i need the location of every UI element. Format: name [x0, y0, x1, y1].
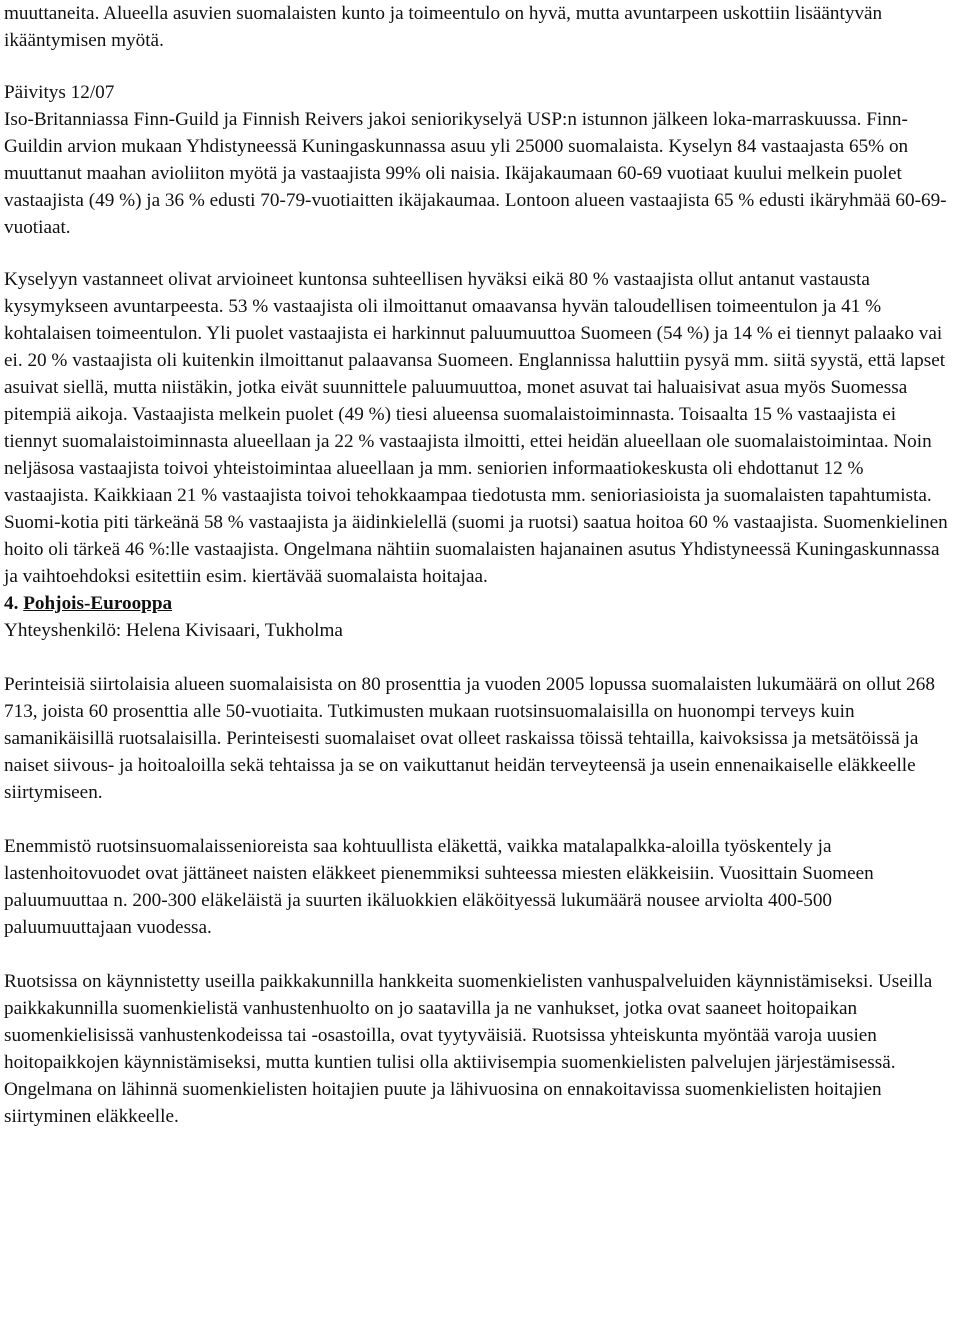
section-paragraph-2: Enemmistö ruotsinsuomalaissenioreista saa kohtuullista eläkettä, vaikka matalapalkka-aloilla työskentely ja lastenhoitovuodet ovat jättäneet naisten eläkkeet pienemmiksi suhteessa miesten eläkkeisiin. Vuosittain Suomeen paluumuuttaa n. 200-300 eläkeläistä ja suurten ikäluokkien eläköityessä lukumäärä nousee arviolta 400-500 paluumuuttajaan vuodessa.: [4, 836, 874, 938]
section-paragraph-1: Perinteisiä siirtolaisia alueen suomalaisista on 80 prosenttia ja vuoden 2005 lopussa suomalaisten lukumäärä on ollut 268 713, joista 60 prosenttia alle 50-vuotiaita. Tutkimusten mukaan ruotsinsuomalaisilla on huonompi terveys kuin samanikäisillä ruotsalaisilla. Perinteisesti suomalaiset ovat olleet raskaissa töissä tehtailla, kaivoksissa ja metsätöissä ja naiset siivous- ja hoitoaloilla sekä tehtaissa ja se on vaikuttanut heidän terveyteensä ja usein ennenaikaiselle eläkkeelle siirtymiseen.: [4, 674, 935, 803]
update-label: Päivitys 12/07: [4, 82, 115, 103]
contact-person: Yhteyshenkilö: Helena Kivisaari, Tukholma: [4, 620, 343, 641]
section-title: Pohjois-Eurooppa: [23, 593, 173, 614]
survey-paragraph: Kyselyyn vastanneet olivat arvioineet kuntonsa suhteellisen hyväksi eikä 80 % vastaajista ollut antanut vastausta kysymykseen avuntarpeesta. 53 % vastaajista oli ilmoittanut omaavansa hyvän taloudellisen toimeentulon ja 41 % kohtalaisen toimeentulon. Yli puolet vastaajista ei harkinnut paluumuuttoa Suomeen (54 %) ja 14 % ei tiennyt palaako vai ei. 20 % vastaajista oli kuitenkin ilmoittanut palaavansa Suomeen. Englannissa haluttiin pysyä mm. siitä syystä, että lapset asuivat siellä, mutta niistäkin, jotka eivät suunnittele paluumuuttoa, monet asuvat tai haluaisivat asua myös Suomessa pitempiä aikoja. Vastaajista melkein puolet (49 %) tiesi alueensa suomalaistoiminnasta. Toisaalta 15 % vastaajista ei tiennyt suomalaistoiminnasta alueellaan ja 22 % vastaajista ilmoitti, ettei heidän alueellaan ole suomalaistoimintaa. Noin neljäsosa vastaajista toivoi yhteistoimintaa alueellaan ja mm. seniorien informaatiokeskusta oli ehdottanut 12 % vastaajista. Kaikkiaan 21 % vastaajista toivoi tehokkaampaa tiedotusta mm. senioriasioista ja suomalaisten tapahtumista. Suomi-kotia piti tärkeänä 58 % vastaajista ja äidinkielellä (suomi ja ruotsi) saatua hoitoa 60 % vastaajista. Suomenkielinen hoito oli tärkeä 46 %:lle vastaajista. Ongelmana nähtiin suomalaisten hajanainen asutus Yhdistyneessä Kuningaskunnassa ja vaihtoehdoksi esitettiin esim. kiertävää suomalaista hoitajaa.: [4, 269, 948, 587]
section-heading: [4, 590, 952, 617]
section-number: 4.: [4, 593, 19, 614]
section-paragraph-3: Ruotsissa on käynnistetty useilla paikkakunnilla hankkeita suomenkielisten vanhuspalveluiden käynnistämiseksi. Useilla paikkakunnilla suomenkielistä vanhustenhuolto on jo saatavilla ja ne vanhukset, jotka ovat saaneet hoitopaikan suomenkielisissä vanhustenkodeissa tai -osastoilla, ovat tyytyväisiä. Ruotsissa yhteiskunta myöntää varoja uusien hoitopaikkojen käynnistämiseksi, mutta kuntien tulisi olla aktiivisempia suomenkielisten palvelujen järjestämisessä. Ongelmana on lähinnä suomenkielisten hoitajien puute ja lähivuosina on ennakoitavissa suomenkielisten hoitajien siirtyminen eläkkeelle.: [4, 971, 933, 1127]
intro-paragraph-tail: muuttaneita. Alueella asuvien suomalaisten kunto ja toimeentulo on hyvä, mutta avuntarpeen uskottiin lisääntyvän ikääntymisen myötä.: [4, 3, 883, 51]
update-paragraph: Iso-Britanniassa Finn-Guild ja Finnish Reivers jakoi seniorikyselyä USP:n istunnon jälkeen loka-marraskuussa. Finn-Guildin arvion mukaan Yhdistyneessä Kuningaskunnassa asuu yli 25000 suomalaista. Kyselyn 84 vastaajasta 65% on muuttanut maahan avioliiton myötä ja vastaajista 99% oli naisia. Ikäjakaumaan 60-69 vuotiaat kuului melkein puolet vastaajista (49 %) ja 36 % edusti 70-79-vuotiaitten ikäjakaumaa. Lontoon alueen vastaajista 65 % edusti ikäryhmää 60-69-vuotiaat.: [4, 109, 947, 238]
